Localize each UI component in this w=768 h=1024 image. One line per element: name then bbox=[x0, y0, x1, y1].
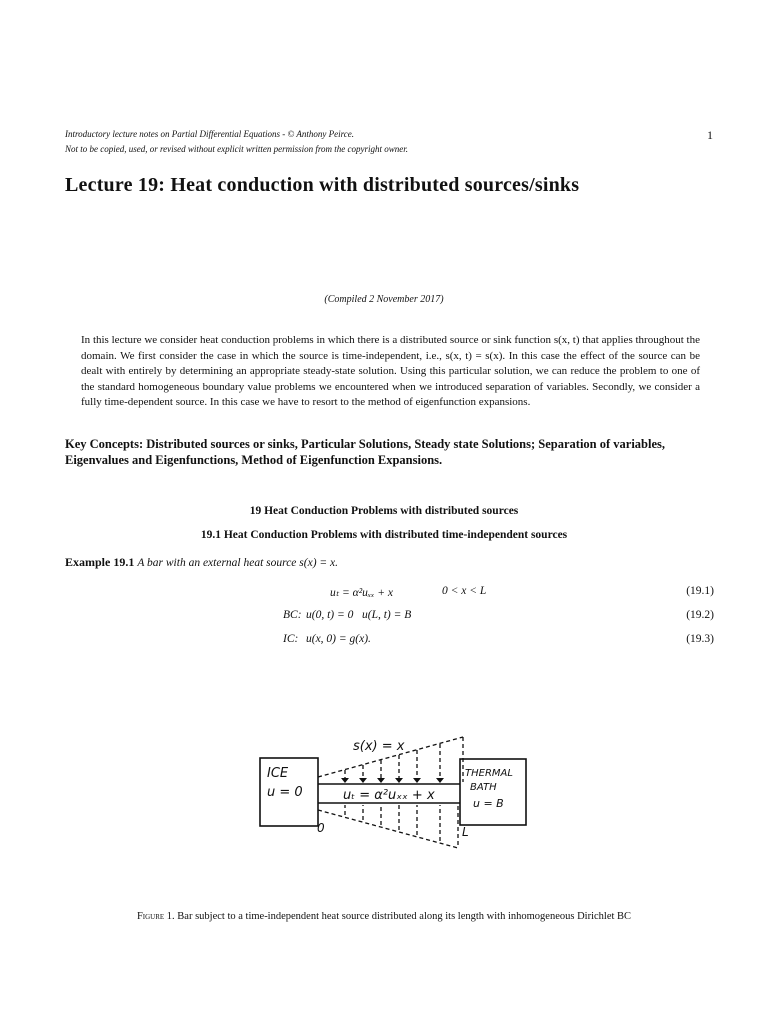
abstract: In this lecture we consider heat conduction problems in which there is a distributed source or sink function s(x, t) that applies throughout the domain. We first consider the case in which the source is time-independent, i.e., s(x, t) = s(x). In this case the effect of the source can be dealt with entirely by determining an appropriate steady-state solution. Using this particular solution, we can reduce the problem to one of the standard homogeneous boundary value problems we encountered when we introduced separation of variables. Secondly, we consider a fully time-dependent source. In this case we have to resort to the method of eigenfunction expansions. bbox=[81, 334, 700, 408]
section-title: 19 Heat Conduction Problems with distributed sources bbox=[249, 505, 519, 517]
right-end-label: L bbox=[462, 825, 469, 839]
page-title: Lecture 19: Heat conduction with distributed sources/sinks bbox=[65, 174, 580, 196]
key-concepts: Key Concepts: Distributed sources or sinks, Particular Solutions, Steady state Solutions; Separation of variables, Eigenvalues and Eigenfunctions, Method of Eigenfunction Expansions. bbox=[65, 437, 666, 467]
ice-label: ICE bbox=[267, 766, 289, 781]
pde-label: uₜ = α²uₓₓ + x bbox=[343, 788, 435, 803]
equation-1: uₜ = α²uₓₓ + x bbox=[330, 587, 394, 599]
example-heading bbox=[65, 555, 338, 570]
page-number: 1 bbox=[707, 128, 713, 142]
bath-value: u = B bbox=[473, 797, 504, 810]
bar-figure bbox=[255, 732, 535, 857]
bath-label-1: THERMAL bbox=[465, 768, 513, 779]
ice-value: u = 0 bbox=[267, 785, 303, 800]
equation-2: u(0, t) = 0 u(L, t) = B bbox=[306, 609, 412, 621]
equation-3: u(x, 0) = g(x). bbox=[306, 633, 371, 645]
example-label: Example 19.1 bbox=[65, 555, 135, 569]
equation-3-number: (19.3) bbox=[686, 633, 714, 645]
equation-1-number: (19.1) bbox=[686, 585, 714, 597]
header-line-2: Not to be copied, used, or revised without explicit written permission from the copyright owner. bbox=[65, 144, 409, 154]
equation-1-range: 0 < x < L bbox=[442, 585, 487, 597]
bath-label-2: BATH bbox=[470, 782, 497, 793]
example-description: A bar with an external heat source s(x) = x. bbox=[137, 557, 339, 569]
figure-caption-label: Figure 1. bbox=[136, 911, 175, 922]
figure-caption-text: Bar subject to a time-independent heat source distributed along its length with inhomogeneous Dirichlet BC bbox=[177, 911, 632, 922]
figure-caption bbox=[0, 911, 768, 922]
left-end-label: 0 bbox=[317, 821, 325, 835]
equation-2-label: BC: bbox=[283, 609, 302, 621]
source-label: s(x) = x bbox=[353, 739, 405, 754]
equation-3-label: IC: bbox=[283, 633, 299, 645]
arrow-heads bbox=[341, 778, 444, 783]
equation-2-number: (19.2) bbox=[686, 609, 714, 621]
subsection-title: 19.1 Heat Conduction Problems with distributed time-independent sources bbox=[200, 529, 568, 541]
compiled-date: (Compiled 2 November 2017) bbox=[324, 294, 444, 305]
header-line-1: Introductory lecture notes on Partial Differential Equations - © Anthony Peirce. bbox=[65, 129, 355, 139]
